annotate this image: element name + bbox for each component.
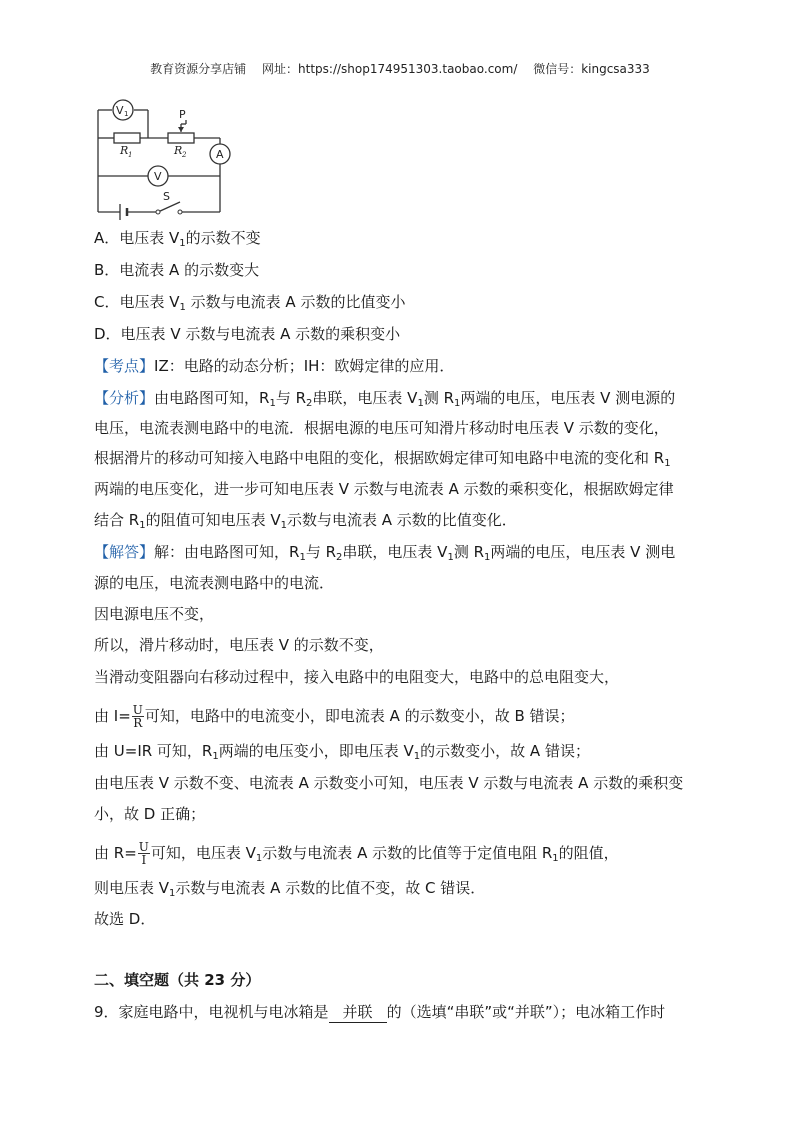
fenxi-line-3: 根据滑片的移动可知接入电路中电阻的变化，根据欧姆定律可知电路中电流的变化和 $R_1$ [94,449,671,469]
ammeter-icon [210,144,230,164]
jieda-line-3: 因电源电压不变， [94,605,215,623]
jieda-line-12: 故选 D． [94,910,156,928]
svg-text:2: 2 [182,151,187,159]
fenxi-tag: 【分析】 [94,389,155,407]
header-shop: 教育资源分享店铺 [150,62,247,76]
option-d: D．电压表 V 示数与电流表 A 示数的乘积变小 [94,325,401,343]
fenxi-line-5: 结合 $R_1$的阻值可知电压表 $V_1$示数与电流表 A 示数的比值变化． [94,511,517,531]
svg-text:V: V [154,170,162,183]
jieda-line-8: 由电压表 V 示数不变、电流表 A 示数变小可知，电压表 V 示数与电流表 A 示数的乘积变 [94,774,684,792]
svg-text:A: A [216,148,224,161]
answer-blank: 并联 [329,1002,387,1023]
fenxi-line-2: 电压，电流表测电路中的电流．根据电源的电压可知滑片移动时电压表 V 示数的变化， [94,419,669,437]
jieda-line-6: 由 I= $\frac{U}{R}$ 可知，电路中的电流变小，即电流表 A 的示数变小，故 B 错误； [94,703,575,730]
circuit-diagram [94,98,244,220]
fraction-u-over-i: $\frac{U}{I}$ [138,840,149,867]
jieda-line-5: 当滑动变阻器向右移动过程中，接入电路中的电阻变大，电路中的总电阻变大， [94,668,620,686]
page-header [0,60,800,77]
fraction-u-over-r: $\frac{U}{R}$ [132,703,143,730]
fenxi-line-1: 【分析】由电路图可知，$R_1$与 $R_2$串联，电压表 $V_1$测 $R_1$两端的电压，电压表 V 测电源的 [94,389,676,409]
label-r1: R [120,144,129,157]
svg-text:1: 1 [124,110,129,118]
fenxi-line-4: 两端的电压变化，进一步可知电压表 V 示数与电流表 A 示数的乘积变化，根据欧姆定律 [94,480,674,498]
header-url: 网址：https://shop174951303.taobao.com/ [262,62,518,76]
option-a: A．电压表 $V_1$的示数不变 [94,229,261,249]
jieda-line-7: 由 U=IR 可知，$R_1$两端的电压变小，即电压表 $V_1$的示数变小，故 A 错误； [94,742,590,762]
option-c: C．电压表 $V_1$ 示数与电流表 A 示数的比值变小 [94,293,406,313]
label-p: P [179,108,186,121]
question-9: 9．家庭电路中，电视机与电冰箱是 并联 的（选填“串联”或“并联”）；电冰箱工作时 [94,1003,666,1021]
kaodian-tag: 【考点】 [94,357,155,375]
svg-text:V: V [116,104,124,117]
section-title: 二、填空题（共 23 分） [94,971,261,989]
jieda-line-2: 源的电压，电流表测电路中的电流． [94,574,335,592]
jieda-line-9: 小，故 D 正确； [94,805,206,823]
jieda-line-11: 则电压表 $V_1$示数与电流表 A 示数的比值不变，故 C 错误． [94,879,486,899]
label-s: S [163,190,170,203]
jieda-tag: 【解答】 [94,543,155,561]
jieda-line-10: 由 R= $\frac{U}{I}$ 可知，电压表 $V_1$示数与电流表 A 示数的比值等于定值电阻 $R_1$的阻值， [94,840,619,867]
kaodian-line: 【考点】IZ：电路的动态分析；IH：欧姆定律的应用． [94,357,455,375]
header-wechat: 微信号：kingcsa333 [533,62,650,76]
jieda-line-1: 【解答】解：由电路图可知，$R_1$与 $R_2$串联，电压表 $V_1$测 $R_1$两端的电压，电压表 V 测电 [94,543,676,563]
label-r2: R [174,144,183,157]
jieda-line-4: 所以，滑片移动时，电压表 V 的示数不变， [94,636,384,654]
voltmeter-v1-icon [113,100,133,120]
voltmeter-v-icon [148,166,168,186]
option-b: B．电流表 A 的示数变大 [94,261,260,279]
svg-text:1: 1 [128,151,133,159]
